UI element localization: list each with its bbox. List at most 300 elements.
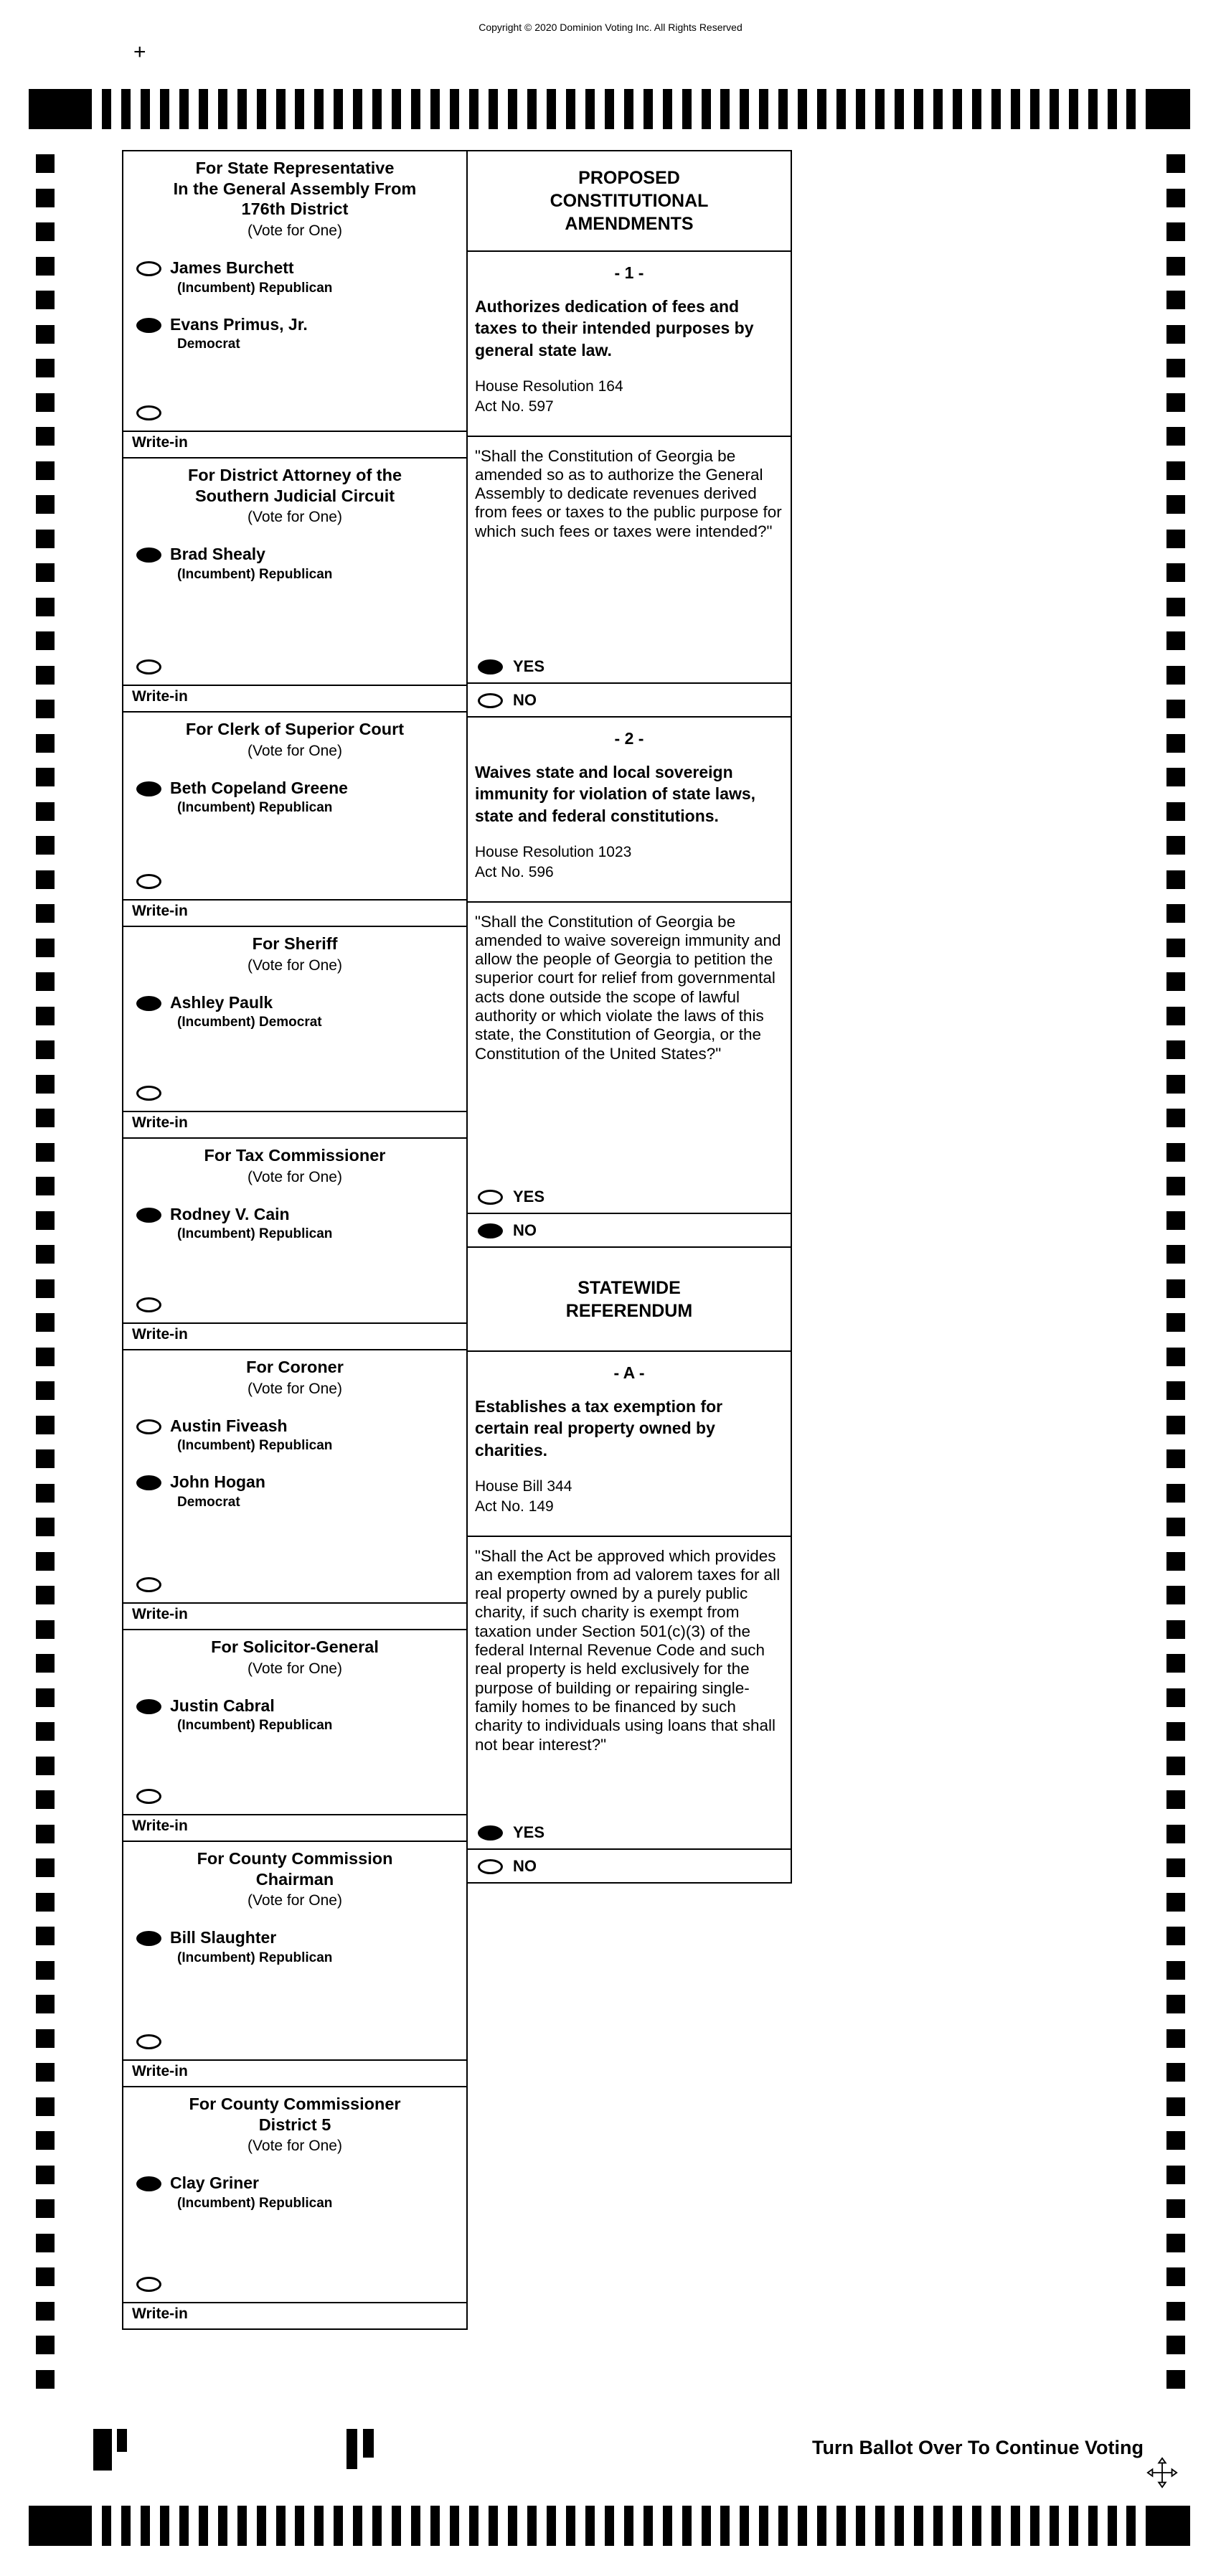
option-row-no [468,682,791,716]
candidate-row [123,1696,466,1734]
timing-mark-square [36,1893,55,1912]
timing-mark-square [1166,1381,1185,1400]
measure-reference-line: House Resolution 1023 [475,844,632,861]
contest-title [123,1842,466,1889]
timing-mark-bar [121,2506,131,2546]
contest-title [123,1350,466,1378]
timing-mark-bar [605,2506,614,2546]
candidate-row [123,2173,466,2211]
candidate-text [170,545,332,583]
timing-mark-block [29,89,92,129]
measures-header-line: PROPOSED [578,168,680,188]
timing-mark-bar [778,89,788,129]
write-in-section [123,1577,466,1629]
option-label: NO [513,1857,537,1875]
measure-box [466,716,792,1248]
write-in-section [123,2277,466,2328]
contest-box [122,1137,468,1350]
timing-mark-bar [102,89,111,129]
measure-number: - 2 - [614,729,644,748]
candidate-name: Rodney V. Cain [170,1204,290,1223]
marked-vote-bubble[interactable] [136,781,161,796]
write-in-section [123,1297,466,1349]
timing-mark-square [1166,461,1185,480]
timing-mark-square [36,1757,55,1775]
contest-title-line: For County Commissioner [189,2095,401,2113]
write-in-section [123,1789,466,1841]
timing-mark-bar [624,89,633,129]
candidate-party: (Incumbent) Republican [177,1950,333,1966]
measure-box [466,1350,792,1884]
timing-mark-block [1146,89,1190,129]
timing-mark-square [1166,2199,1185,2218]
write-in-section [123,659,466,711]
timing-mark-bar [547,89,556,129]
timing-mark-square [1166,1484,1185,1503]
timing-mark-square [1166,734,1185,753]
contest-title-line: For District Attorney of the [187,466,402,484]
timing-mark-bar [257,89,266,129]
timing-mark-bar [411,89,420,129]
timing-mark-bar [1108,89,1117,129]
timing-mark-square [36,291,55,309]
timing-mark-bar [547,2506,556,2546]
write-in-section [123,874,466,926]
timing-mark-bar [624,2506,633,2546]
write-in-bubble[interactable] [136,405,161,420]
timing-mark-square [36,972,55,991]
timing-mark-bar [1011,2506,1020,2546]
measure-reference-line: Act No. 596 [475,863,554,880]
contest-title-line: 176th District [241,199,349,219]
timing-mark-square [1166,1040,1185,1059]
contest-title-line: In the General Assembly From [173,179,417,198]
measure-number: - A - [613,1363,645,1382]
contest-title [123,1630,466,1658]
timing-mark-square [1166,802,1185,821]
timing-mark-square [1166,1245,1185,1264]
timing-mark-square [1166,325,1185,344]
timing-mark-square [1166,1007,1185,1025]
timing-mark-square [1166,1518,1185,1536]
timing-mark-square [36,427,55,446]
vote-for-instruction: (Vote for One) [248,1380,342,1397]
candidate-text [170,779,348,817]
empty-vote-bubble[interactable] [136,1419,161,1434]
write-in-bubble-row [123,1297,466,1312]
timing-mark-bar [605,89,614,129]
timing-mark-square [36,1416,55,1434]
timing-mark-square [1166,1552,1185,1571]
write-in-bubble[interactable] [136,1297,161,1312]
timing-mark-bar [720,2506,730,2546]
option-label: NO [513,1221,537,1239]
contest-box [122,711,468,927]
timing-mark-bar [353,2506,362,2546]
candidate-party: (Incumbent) Republican [177,800,333,816]
timing-mark-square [36,2131,55,2150]
timing-mark-square [36,154,55,173]
timing-mark-bar [450,89,459,129]
candidate-name: Beth Copeland Greene [170,778,348,797]
timing-mark-square [1166,598,1185,616]
marked-vote-bubble[interactable] [136,1931,161,1946]
timing-mark-bar [991,2506,1001,2546]
contest-title-line: Southern Judicial Circuit [194,486,395,505]
timing-mark-bar [179,89,189,129]
contest-title-line: For Sheriff [252,934,338,953]
timing-mark-square [36,325,55,344]
write-in-label: Write-in [132,1326,188,1343]
candidate-text [170,994,322,1031]
marked-vote-bubble[interactable] [136,996,161,1011]
write-in-bubble-row [123,405,466,420]
timing-mark-square [1166,2131,1185,2150]
contest-title-line: Chairman [255,1869,334,1889]
timing-mark-bar [933,89,943,129]
copyright-notice: Copyright © 2020 Dominion Voting Inc. All Rights Reserved [478,22,742,33]
contest-title-line: For Solicitor-General [211,1637,379,1656]
timing-mark-square [36,631,55,650]
timing-mark-bar [585,89,595,129]
timing-mark-square [36,1211,55,1230]
timing-mark-square [36,1279,55,1298]
timing-mark-square [36,2370,55,2389]
timing-mark-square [36,1109,55,1127]
contest-title-line: For Coroner [246,1358,344,1376]
timing-mark-square [36,1177,55,1195]
empty-vote-bubble[interactable] [478,1190,503,1205]
contest-title [123,151,466,220]
timing-mark-bar [836,2506,846,2546]
timing-mark-square [36,1552,55,1571]
timing-mark-bar [1011,89,1020,129]
marked-vote-bubble[interactable] [478,659,503,674]
measure-summary: Authorizes dedication of fees and taxes to their intended purposes by general state law. [475,297,754,359]
empty-vote-bubble[interactable] [136,261,161,276]
empty-vote-bubble[interactable] [478,693,503,708]
measure-reference-line: Act No. 149 [475,1498,554,1515]
timing-mark-bar [972,2506,981,2546]
timing-mark-square [1166,1279,1185,1298]
timing-mark-square [1166,291,1185,309]
candidate-name: Ashley Paulk [170,992,273,1012]
measures-header-line: AMENDMENTS [565,214,694,234]
candidate-text [170,1929,332,1966]
contest-title-line: For County Commission [197,1849,393,1868]
marked-vote-bubble[interactable] [478,1825,503,1841]
candidate-name: Austin Fiveash [170,1416,288,1435]
measures-header-line: CONSTITUTIONAL [550,191,709,211]
measure-number: - 1 - [614,263,644,282]
measure-options [468,650,791,716]
timing-mark-square [1166,1586,1185,1604]
write-in-label: Write-in [132,903,188,919]
timing-mark-square [36,2029,55,2048]
timing-mark-square [36,530,55,548]
timing-mark-bar [663,89,672,129]
candidate-party: (Incumbent) Republican [177,1226,333,1242]
write-in-label: Write-in [132,1606,188,1622]
timing-mark-square [1166,1109,1185,1127]
write-in-bubble-row [123,1086,466,1101]
measure-options [468,1180,791,1246]
write-in-bubble[interactable] [136,1577,161,1592]
timing-mark-bar [179,2506,189,2546]
timing-mark-bar [527,89,537,129]
candidate-text [170,1205,332,1243]
write-in-bubble-row [123,1789,466,1804]
write-in-bubble[interactable] [136,2034,161,2049]
timing-mark-square [36,1313,55,1332]
candidate-party: Democrat [177,1495,240,1510]
timing-mark-square [1166,666,1185,685]
timing-mark-bar [682,2506,692,2546]
turn-ballot-over-instruction: Turn Ballot Over To Continue Voting [812,2437,1144,2458]
timing-mark-square [1166,631,1185,650]
timing-mark-bar [237,89,247,129]
timing-mark-square [36,1518,55,1536]
timing-mark-square [1166,1927,1185,1945]
timing-mark-bar [469,2506,478,2546]
timing-mark-square [36,1007,55,1025]
timing-row-top [29,89,1191,129]
timing-mark-square [1166,2267,1185,2286]
timing-mark-square [1166,1995,1185,2013]
timing-mark-bar [489,2506,498,2546]
timing-mark-bar [160,89,169,129]
timing-mark-square [36,359,55,377]
write-in-bubble-row [123,1577,466,1592]
contest-box [122,1841,468,2087]
timing-mark-square [36,1484,55,1503]
timing-mark-square [36,189,55,207]
timing-mark-bar [1088,89,1098,129]
write-in-bubble[interactable] [136,659,161,674]
timing-mark-bar [702,89,711,129]
timing-mark-bar [392,2506,401,2546]
candidate-name: James Burchett [170,258,294,277]
write-in-bubble[interactable] [136,874,161,889]
timing-mark-square [1166,1858,1185,1877]
write-in-bubble[interactable] [136,1086,161,1101]
timing-mark-bar [644,89,653,129]
timing-mark-bar [392,89,401,129]
timing-mark-bar [644,2506,653,2546]
timing-mark-bar [991,89,1001,129]
timing-mark-bar [933,2506,943,2546]
timing-mark-square [1166,1757,1185,1775]
timing-mark-bar [527,2506,537,2546]
registration-mark [117,2429,127,2452]
timing-mark-bar [720,89,730,129]
timing-row-bottom [29,2506,1191,2546]
timing-mark-bar [566,89,575,129]
timing-mark-bar [469,89,478,129]
contest-title-line: For Clerk of Superior Court [185,720,405,738]
timing-mark-square [1166,1722,1185,1741]
timing-mark-square [36,1040,55,1059]
write-in-section [123,2034,466,2086]
vote-for-instruction: (Vote for One) [248,2138,342,2155]
timing-mark-bar [740,89,749,129]
timing-mark-bar [353,89,362,129]
candidate-name: Bill Slaughter [170,1928,277,1947]
measure-summary: Establishes a tax exemption for certain real property owned by charities. [475,1397,723,1459]
measure-reference-line: House Bill 344 [475,1478,572,1495]
timing-mark-square [36,700,55,718]
candidate-text [170,1697,332,1734]
candidate-party: (Incumbent) Republican [177,2196,333,2211]
contest-title [123,1139,466,1166]
write-in-bubble-row [123,659,466,674]
timing-mark-square [36,222,55,241]
timing-mark-bar [314,2506,324,2546]
measure-reference-line: Act No. 597 [475,398,554,415]
timing-mark-bar [1069,2506,1078,2546]
timing-mark-square [1166,1961,1185,1980]
timing-mark-bar [856,2506,865,2546]
timing-mark-square [36,1348,55,1366]
timing-mark-bar [508,89,517,129]
timing-mark-square [1166,2166,1185,2184]
timing-mark-square [36,1586,55,1604]
contest-title-line: For State Representative [195,159,395,177]
timing-mark-square [36,1961,55,1980]
timing-mark-square [36,1790,55,1809]
timing-mark-square [36,2199,55,2218]
timing-mark-square [1166,1348,1185,1366]
marked-vote-bubble[interactable] [136,2176,161,2191]
timing-mark-bar [372,2506,382,2546]
timing-mark-bar [895,89,904,129]
candidate-text [170,259,332,296]
marked-vote-bubble[interactable] [136,547,161,563]
timing-mark-square [1166,836,1185,855]
timing-mark-bar [759,89,768,129]
timing-mark-square [1166,1790,1185,1809]
timing-mark-bar [295,89,304,129]
registration-mark [346,2429,357,2469]
timing-mark-square [1166,222,1185,241]
timing-mark-square [36,1381,55,1400]
timing-mark-bar [295,2506,304,2546]
timing-mark-square [36,2063,55,2082]
write-in-label: Write-in [132,688,188,705]
timing-mark-bar [314,89,324,129]
timing-mark-bar [1069,89,1078,129]
timing-mark-bar [682,89,692,129]
timing-mark-bar [430,89,440,129]
timing-mark-bar [334,2506,343,2546]
option-row-yes [468,650,791,682]
timing-mark-square [36,939,55,957]
measure-options [468,1816,791,1882]
timing-mark-square [1166,939,1185,957]
timing-mark-square [36,461,55,480]
timing-mark-bar [218,2506,227,2546]
timing-mark-square [1166,2063,1185,2082]
timing-mark-bar [1050,2506,1059,2546]
timing-mark-bar [817,2506,826,2546]
candidate-row [123,778,466,817]
contest-title-line: District 5 [258,2115,331,2134]
timing-mark-square [1166,563,1185,582]
marked-vote-bubble[interactable] [136,1475,161,1490]
candidate-party: Democrat [177,337,240,352]
timing-mark-square [36,768,55,786]
timing-mark-square [36,2267,55,2286]
contest-title-line: For Tax Commissioner [204,1146,386,1165]
write-in-bubble[interactable] [136,2277,161,2292]
measure-reference-line: House Resolution 164 [475,378,623,395]
timing-mark-square [1166,154,1185,173]
candidate-row [123,1472,466,1510]
timing-mark-bar [798,89,807,129]
candidate-name: John Hogan [170,1472,265,1492]
marked-vote-bubble[interactable] [136,318,161,333]
timing-mark-block [29,2506,92,2546]
timing-mark-bar [121,89,131,129]
timing-mark-bar [798,2506,807,2546]
candidate-name: Justin Cabral [170,1696,275,1715]
write-in-bubble[interactable] [136,1789,161,1804]
contest-box [122,150,468,459]
vote-for-instruction: (Vote for One) [248,1660,342,1677]
candidate-party: (Incumbent) Republican [177,1718,333,1734]
measures-header-line: STATEWIDE [578,1277,681,1298]
candidate-name: Brad Shealy [170,545,265,564]
marked-vote-bubble[interactable] [478,1223,503,1238]
measure-question: "Shall the Constitution of Georgia be amended so as to authorize the General Assembly to dedicate revenues derived from fees or taxes to the public purpose for which such fees or taxes were intended?" [475,446,782,540]
timing-mark-square [36,734,55,753]
timing-mark-bar [1030,2506,1040,2546]
timing-mark-square [1166,1143,1185,1162]
timing-mark-bar [740,2506,749,2546]
timing-mark-bar [1030,89,1040,129]
marked-vote-bubble[interactable] [136,1699,161,1714]
timing-mark-square [36,802,55,821]
timing-mark-bar [372,89,382,129]
measure-question: "Shall the Constitution of Georgia be amended to waive sovereign immunity and allow the people of Georgia to petition the superior court for relief from governmental acts done outside the scope of lawful authority or which violate the laws of this state, the Constitution of Georgia, or the Constitution of the United States?" [475,912,781,1063]
candidate-row [123,992,466,1031]
measures-header-box [466,1246,792,1352]
timing-mark-bar [141,89,150,129]
timing-mark-square [1166,1654,1185,1673]
candidate-row [123,1416,466,1454]
timing-mark-bar [875,2506,885,2546]
timing-mark-square [1166,257,1185,276]
option-row-yes [468,1180,791,1213]
timing-mark-square [1166,768,1185,786]
write-in-bubble-row [123,2034,466,2049]
option-row-no [468,1213,791,1246]
empty-vote-bubble[interactable] [478,1859,503,1874]
timing-mark-square [1166,700,1185,718]
timing-mark-square [36,1449,55,1468]
candidate-row [123,314,466,353]
timing-mark-bar [566,2506,575,2546]
option-label: YES [513,657,545,675]
timing-mark-square [36,904,55,923]
marked-vote-bubble[interactable] [136,1208,161,1223]
timing-mark-square [1166,2370,1185,2389]
measures-header-box [466,150,792,252]
timing-mark-square [1166,2336,1185,2354]
move-cursor-icon [1146,2457,1178,2488]
timing-mark-square [36,1245,55,1264]
timing-mark-bar [1126,2506,1136,2546]
